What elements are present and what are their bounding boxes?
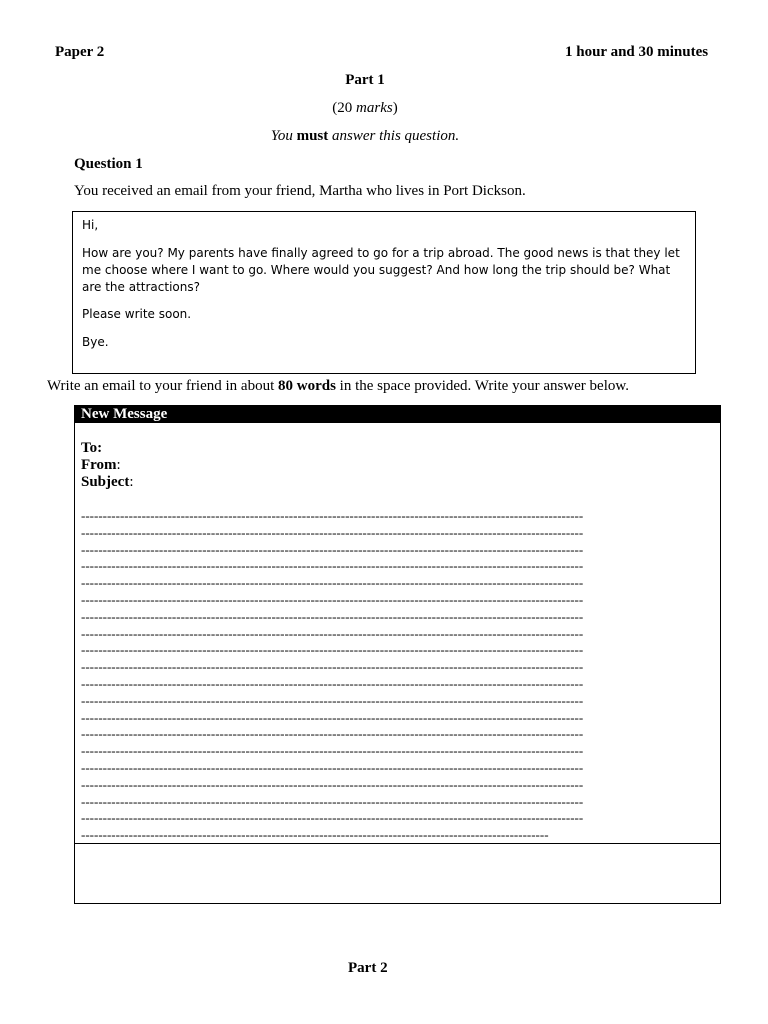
answer-line: -------------------------------------------------------------------------------------------------------------------- [81, 793, 584, 809]
instruction-rest: answer this question. [328, 128, 460, 144]
subject-colon: : [129, 474, 134, 490]
answer-line: -------------------------------------------------------------------------------------------------------------------- [81, 642, 584, 658]
answer-line: -------------------------------------------------------------------------------------------------------------------- [81, 776, 584, 792]
part1-title: Part 1 [345, 72, 385, 88]
answer-line: -------------------------------------------------------------------------------------------------------------------- [81, 743, 584, 759]
task-after: in the space provided. Write your answer below. [335, 378, 629, 394]
answer-line: -------------------------------------------------------------------------------------------------------------------- [81, 810, 584, 826]
marks-word: marks [356, 100, 393, 116]
answer-line: -------------------------------------------------------------------------------------------------------------------- [81, 659, 584, 675]
instruction-must: must [296, 128, 329, 144]
new-message-title: New Message [75, 406, 720, 423]
answer-line: -------------------------------------------------------------------------------------------------------------------- [81, 726, 584, 742]
part2-title: Part 2 [348, 960, 388, 976]
answer-line: -------------------------------------------------------------------------------------------------------------------- [81, 709, 584, 725]
paper-label: Paper 2 [55, 44, 105, 60]
marks-label [0, 100, 730, 117]
email-signoff: Bye. [82, 335, 109, 349]
answer-line: -------------------------------------------------------------------------------------------------------------------- [81, 558, 584, 574]
marks-close: ) [392, 100, 398, 116]
answer-line: -------------------------------------------------------------------------------------------------------------------- [81, 759, 584, 775]
question-prompt: You received an email from your friend, Martha who lives in Port Dickson. [74, 183, 526, 199]
to-label: To: [81, 440, 103, 456]
answer-line: -------------------------------------------------------------------------------------------------------------------- [81, 675, 584, 691]
from-colon: : [116, 457, 121, 473]
email-closing-line: Please write soon. [82, 307, 192, 321]
answer-line: -------------------------------------------------------------------------------------------------------------------- [81, 508, 584, 523]
subject-label: Subject [81, 474, 130, 490]
marks-open: (20 [332, 100, 357, 116]
answer-lines-area[interactable] [81, 508, 713, 844]
answer-line: -------------------------------------------------------------------------------------------------------------------- [81, 541, 584, 557]
question-label: Question 1 [74, 156, 143, 172]
answer-line: -------------------------------------------------------------------------------------------------------------------- [81, 524, 584, 540]
received-email-box [72, 211, 696, 374]
message-divider [75, 843, 720, 844]
answer-line: -------------------------------------------------------------------------------------------------------------------- [81, 692, 584, 708]
subject-field[interactable] [81, 474, 134, 491]
answer-line: -------------------------------------------------------------------------------------------------------------------- [81, 625, 584, 641]
duration-label: 1 hour and 30 minutes [565, 44, 709, 60]
answer-line: ------------------------------------------------------------------------------------------------------------ [81, 827, 549, 843]
instruction-line [0, 128, 730, 145]
from-field[interactable] [81, 457, 121, 474]
task-instruction [47, 378, 629, 395]
answer-line: -------------------------------------------------------------------------------------------------------------------- [81, 591, 584, 607]
email-body: How are you? My parents have finally agreed to go for a trip abroad. The good news is that they let me choose where I want to go. Where would you suggest? And how long the trip should be? What are the attractions? [82, 246, 680, 294]
to-field[interactable] [81, 440, 102, 457]
task-word-count: 80 words [278, 378, 336, 394]
email-greeting: Hi, [82, 218, 99, 232]
instruction-you: You [270, 128, 297, 144]
from-label: From [81, 457, 117, 473]
answer-line: -------------------------------------------------------------------------------------------------------------------- [81, 608, 584, 624]
answer-line: -------------------------------------------------------------------------------------------------------------------- [81, 575, 584, 591]
new-message-box [74, 405, 721, 904]
task-before: Write an email to your friend in about [47, 378, 278, 394]
